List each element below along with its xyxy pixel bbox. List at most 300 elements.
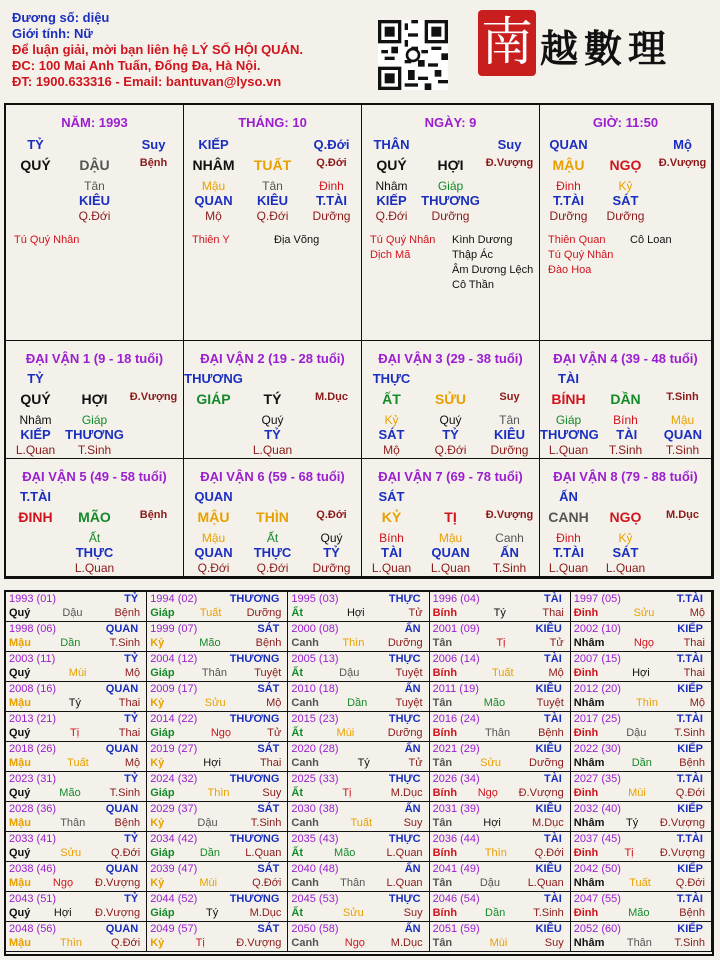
cell-text: Đ.Vượng — [485, 509, 534, 521]
year-detail — [433, 907, 564, 919]
year-label: 2000 (08) — [291, 623, 339, 635]
year-detail — [574, 787, 705, 799]
year-can: Kỷ — [150, 877, 165, 889]
year-can: Bính — [432, 727, 458, 739]
cell-text — [654, 531, 711, 545]
year-chi: Thìn — [636, 697, 659, 709]
cell-text — [243, 489, 302, 504]
year-star: SÁT — [257, 743, 280, 755]
cell-text: Dưỡng — [549, 209, 588, 223]
year-cell — [288, 772, 429, 802]
year-star: KIẾP — [677, 923, 703, 935]
cell-text: DẬU — [79, 157, 110, 173]
pillar-title: THÁNG: 10 — [238, 115, 307, 130]
cell-row — [540, 531, 711, 545]
cell-text: KIẾP — [20, 427, 51, 442]
year-life: T.Sinh — [109, 637, 141, 649]
year-life: Tử — [549, 637, 564, 649]
year-star: TỶ — [124, 593, 139, 605]
year-chi: Thân — [340, 877, 366, 889]
year-life: Q.Đới — [110, 847, 141, 859]
year-life: Mộ — [548, 667, 564, 679]
year-life: Tử — [408, 607, 423, 619]
year-life: M.Dục — [390, 937, 423, 949]
year-star: THỰC — [388, 773, 421, 785]
year-can: Canh — [291, 757, 319, 769]
year-star: TÀI — [544, 773, 562, 785]
cell-text: Suy — [141, 137, 166, 152]
cell-text — [302, 371, 361, 386]
year-chi: Thân — [485, 727, 511, 739]
cell-text: THƯƠNG — [65, 427, 124, 442]
cell-text: Mậu — [670, 413, 695, 427]
cell-text — [184, 413, 243, 427]
pillar-cell — [362, 105, 540, 341]
year-can: Quý — [9, 607, 31, 619]
cell-text: GIÁP — [196, 391, 231, 407]
cell-text — [654, 209, 711, 223]
cell-text: Q.Đới — [256, 209, 289, 223]
year-can: Giáp — [150, 727, 175, 739]
year-life: Tuyệt — [395, 697, 423, 709]
year-can: Kỷ — [150, 697, 165, 709]
year-life: Q.Đới — [252, 877, 282, 889]
year-life: Suy — [544, 937, 564, 949]
dai-van-cell — [6, 459, 184, 577]
cell-text: Giáp — [81, 413, 108, 427]
year-can: Nhâm — [573, 637, 605, 649]
cell-text: Q.Đới — [78, 209, 111, 223]
year-chi: Ngọ — [477, 787, 498, 799]
year-label: 2027 (35) — [573, 773, 621, 785]
year-detail — [574, 817, 705, 829]
year-cell — [147, 862, 288, 892]
year-label: 1994 (02) — [150, 593, 198, 605]
year-detail — [574, 937, 705, 949]
year-star: TỶ — [124, 653, 139, 665]
year-chi: Dậu — [626, 727, 647, 739]
year-life: Mộ — [124, 757, 141, 769]
cell-text: Quý — [439, 413, 462, 427]
year-detail — [9, 907, 140, 919]
year-label: 2033 (41) — [9, 833, 57, 845]
cell-text — [124, 427, 183, 442]
cell-text: Bệnh — [139, 157, 168, 169]
cell-text: KỶ — [381, 509, 402, 525]
year-chi: Dậu — [197, 817, 218, 829]
cell-row — [540, 545, 711, 560]
year-detail — [574, 637, 705, 649]
year-life: Suy — [262, 787, 282, 799]
cell-text: THƯƠNG — [421, 193, 480, 208]
year-detail — [291, 787, 422, 799]
star-item: Dịch Mã — [370, 249, 411, 261]
cell-text: QUAN — [194, 193, 233, 208]
cell-row — [6, 137, 183, 152]
year-can: Giáp — [150, 667, 175, 679]
year-life: Dưỡng — [387, 727, 423, 739]
phone-email-line: ĐT: 1900.633316 - Email: bantuvan@lyso.vn — [12, 74, 282, 89]
year-can: Mậu — [9, 817, 31, 829]
dai-van-cell — [184, 459, 362, 577]
cell-text: Q.Đới — [316, 509, 347, 521]
year-life: L.Quan — [245, 847, 282, 859]
cell-text: HỢI — [437, 157, 464, 173]
year-chi: Tý — [206, 907, 219, 919]
cell-text: MÃO — [78, 509, 111, 525]
year-star: THƯƠNG — [229, 713, 280, 725]
cell-text: Ất — [88, 531, 101, 545]
cell-text: TỶ — [27, 371, 44, 386]
cell-row — [6, 371, 183, 386]
cell-text — [654, 561, 711, 575]
cell-text: T.Sinh — [666, 391, 699, 403]
cell-text: QUÝ — [20, 157, 51, 173]
year-detail — [9, 607, 140, 619]
cell-row — [6, 531, 183, 545]
year-cell — [430, 622, 571, 652]
other-stars — [274, 233, 319, 248]
cell-row — [184, 391, 361, 407]
year-life: T.Sinh — [109, 787, 141, 799]
year-detail — [150, 637, 281, 649]
cell-text: Mậu — [201, 179, 226, 193]
dai-van-cell — [362, 459, 540, 577]
cell-row — [6, 509, 183, 525]
year-cell — [6, 652, 147, 682]
year-chi: Ngọ — [344, 937, 365, 949]
cell-text — [124, 209, 183, 223]
year-detail — [150, 607, 281, 619]
year-star: TÀI — [544, 713, 562, 725]
cell-text: NGỌ — [609, 509, 642, 525]
year-life: Dưỡng — [387, 637, 423, 649]
year-star: TÀI — [544, 893, 562, 905]
year-can: Đinh — [573, 667, 599, 679]
year-cell — [147, 682, 288, 712]
year-can: Giáp — [150, 847, 175, 859]
dai-van-cell — [184, 341, 362, 459]
cell-text — [243, 371, 302, 386]
year-detail — [9, 937, 140, 949]
year-detail — [291, 757, 422, 769]
cell-text — [124, 193, 183, 208]
cell-text: Giáp — [555, 413, 582, 427]
year-detail — [574, 697, 705, 709]
year-label: 2040 (48) — [291, 863, 339, 875]
year-detail — [574, 907, 705, 919]
cell-text — [302, 413, 361, 427]
cell-row — [540, 413, 711, 427]
year-cell — [430, 862, 571, 892]
cell-text: T.Sinh — [492, 561, 527, 575]
cell-text: KIẾP — [376, 193, 407, 208]
cell-text: Mộ — [673, 137, 692, 152]
year-cell — [147, 892, 288, 922]
year-chi: Thìn — [484, 847, 507, 859]
cell-row — [362, 157, 539, 173]
year-label: 2036 (44) — [432, 833, 480, 845]
year-label: 2046 (54) — [432, 893, 480, 905]
year-chi: Dậu — [62, 607, 83, 619]
year-chi: Thìn — [59, 937, 82, 949]
year-star: TÀI — [544, 593, 562, 605]
year-star: SÁT — [257, 803, 280, 815]
year-label: 2030 (38) — [291, 803, 339, 815]
year-label: 1997 (05) — [573, 593, 621, 605]
year-star: KIÊU — [535, 803, 562, 815]
year-star: SÁT — [257, 623, 280, 635]
cell-text: THÂN — [373, 137, 410, 152]
cell-text: Kỷ — [618, 179, 633, 193]
cell-text: MẬU — [552, 157, 585, 173]
year-label: 2022 (30) — [573, 743, 621, 755]
year-star: KIẾP — [677, 683, 703, 695]
cell-row — [540, 427, 711, 442]
year-label: 2024 (32) — [150, 773, 198, 785]
cell-text — [6, 531, 65, 545]
cell-text: L.Quan — [548, 443, 589, 457]
year-star: QUAN — [105, 923, 139, 935]
cell-text: Dưỡng — [312, 209, 351, 223]
pillars-grid — [4, 103, 714, 579]
year-star: KIÊU — [535, 623, 562, 635]
year-cell — [571, 892, 712, 922]
cell-text: T.TÀI — [552, 193, 585, 208]
year-cell — [288, 622, 429, 652]
year-cell — [571, 862, 712, 892]
year-detail — [291, 907, 422, 919]
year-star: ẤN — [404, 683, 421, 695]
cell-row — [362, 391, 539, 407]
star-item: Cô Thần — [452, 279, 494, 291]
year-star: ẤN — [404, 743, 421, 755]
year-chi: Tuất — [67, 757, 89, 769]
cell-text — [421, 137, 480, 152]
year-chi: Tý — [493, 607, 506, 619]
year-cell — [6, 592, 147, 622]
year-label: 2032 (40) — [573, 803, 621, 815]
year-cell — [288, 862, 429, 892]
cell-text — [124, 545, 183, 560]
pillar-cell — [184, 105, 362, 341]
year-label: 2050 (58) — [291, 923, 339, 935]
year-cell — [571, 622, 712, 652]
cell-text: Quý — [320, 531, 343, 545]
year-chi: Sửu — [480, 757, 501, 769]
cell-text — [65, 137, 124, 152]
star-item: Âm Dương Lệch — [452, 264, 534, 276]
cell-text: TỶ — [27, 137, 44, 152]
year-label: 1996 (04) — [432, 593, 480, 605]
year-star: ẤN — [404, 803, 421, 815]
owner-gender: Giới tính: Nữ — [12, 26, 93, 41]
cell-text: T.Sinh — [665, 443, 700, 457]
year-star: THƯƠNG — [229, 773, 280, 785]
year-can: Bính — [432, 607, 458, 619]
year-can: Ất — [291, 607, 303, 619]
year-cell — [288, 682, 429, 712]
year-life: L.Quan — [527, 877, 564, 889]
cell-text — [6, 561, 65, 575]
year-chi: Hợi — [53, 907, 72, 919]
cell-text: TỶ — [442, 427, 459, 442]
cell-text: Tân — [84, 179, 105, 193]
year-life: Mộ — [689, 607, 705, 619]
year-detail — [291, 727, 422, 739]
year-detail — [433, 877, 564, 889]
year-cell — [571, 652, 712, 682]
year-can: Tân — [432, 937, 453, 949]
year-chi: Mùi — [199, 877, 218, 889]
year-cell — [288, 712, 429, 742]
cell-text: Bính — [613, 413, 638, 427]
year-label: 2042 (50) — [573, 863, 621, 875]
year-chi: Tuất — [199, 607, 222, 619]
year-chi: Thìn — [207, 787, 230, 799]
year-detail — [150, 787, 281, 799]
year-chi: Mùi — [489, 937, 508, 949]
cell-text — [6, 545, 65, 560]
year-can: Canh — [291, 817, 319, 829]
cell-text: TÝ — [263, 391, 282, 407]
year-detail — [9, 667, 140, 679]
cell-text: BÍNH — [551, 391, 586, 407]
year-chi: Tị — [70, 727, 80, 739]
cell-text: Q.Đới — [375, 209, 408, 223]
qr-code-icon[interactable] — [378, 20, 448, 90]
year-can: Tân — [432, 817, 453, 829]
cell-row — [6, 545, 183, 560]
year-cell — [6, 862, 147, 892]
cell-text: KIẾP — [198, 137, 229, 152]
cell-text: M.Dục — [666, 509, 699, 521]
year-detail — [291, 847, 422, 859]
cell-row — [362, 193, 539, 208]
year-life: T.Sinh — [533, 907, 564, 919]
year-label: 2034 (42) — [150, 833, 198, 845]
year-label: 1993 (01) — [9, 593, 57, 605]
year-detail — [9, 817, 140, 829]
year-star: THƯƠNG — [229, 893, 280, 905]
year-chi: Mão — [628, 907, 650, 919]
year-chi: Tị — [496, 637, 506, 649]
year-life: Thai — [683, 667, 705, 679]
cell-row — [6, 443, 183, 457]
cell-text — [124, 371, 183, 386]
cell-text: SÁT — [612, 193, 639, 208]
year-cell — [147, 802, 288, 832]
year-detail — [574, 877, 705, 889]
year-can: Quý — [9, 907, 31, 919]
year-star: KIÊU — [535, 863, 562, 875]
cell-text: Dưỡng — [312, 561, 351, 575]
dai-van-title: ĐẠI VẬN 1 (9 - 18 tuổi) — [25, 351, 164, 366]
cell-row — [184, 209, 361, 223]
year-label: 2016 (24) — [432, 713, 480, 725]
year-detail — [291, 937, 422, 949]
year-star: THỰC — [388, 713, 421, 725]
year-life: Q.Đới — [110, 937, 141, 949]
cell-row — [540, 509, 711, 525]
year-chi: Hợi — [203, 757, 221, 769]
cell-row — [184, 509, 361, 525]
year-chi: Mão — [59, 787, 81, 799]
year-star: ẤN — [404, 623, 421, 635]
cell-text — [654, 489, 711, 504]
pillar-title: GIỜ: 11:50 — [592, 115, 659, 130]
cell-text: THÌN — [256, 509, 289, 525]
cell-row — [6, 427, 183, 442]
year-detail — [150, 697, 281, 709]
year-chi: Sửu — [342, 907, 364, 919]
year-chi: Hợi — [483, 817, 501, 829]
cell-text: MẬU — [197, 509, 230, 525]
year-can: Mậu — [9, 877, 31, 889]
cell-text: Tân — [262, 179, 283, 193]
year-chi: Thân — [626, 937, 652, 949]
year-star: TÀI — [544, 833, 562, 845]
year-detail — [574, 757, 705, 769]
year-chi: Dần — [347, 697, 368, 709]
year-cell — [6, 742, 147, 772]
year-cell — [147, 832, 288, 862]
year-life: Dưỡng — [246, 607, 282, 619]
year-detail — [9, 697, 140, 709]
year-detail — [433, 817, 564, 829]
cell-text: Nhâm — [19, 413, 52, 427]
cell-text — [302, 489, 361, 504]
cell-row — [362, 137, 539, 152]
year-life: Bệnh — [114, 607, 141, 619]
year-can: Canh — [291, 637, 319, 649]
year-life: Đ.Vượng — [236, 937, 282, 949]
cell-text: L.Quan — [252, 443, 293, 457]
year-detail — [574, 847, 705, 859]
year-life: M.Dục — [249, 907, 282, 919]
year-can: Đinh — [573, 907, 599, 919]
year-life: Bệnh — [679, 907, 705, 919]
year-label: 2009 (17) — [150, 683, 198, 695]
year-cell — [147, 712, 288, 742]
year-label: 2023 (31) — [9, 773, 57, 785]
year-cell — [6, 832, 147, 862]
year-label: 2028 (36) — [9, 803, 57, 815]
year-star: QUAN — [105, 623, 139, 635]
year-chi: Dần — [199, 847, 221, 859]
year-life: Thai — [542, 607, 564, 619]
year-life: Bệnh — [538, 727, 564, 739]
cell-text — [480, 193, 539, 208]
other-stars — [452, 233, 533, 293]
year-detail — [291, 697, 422, 709]
year-detail — [150, 727, 281, 739]
year-label: 2041 (49) — [432, 863, 480, 875]
year-cell — [288, 832, 429, 862]
year-label: 2013 (21) — [9, 713, 57, 725]
year-can: Nhâm — [573, 817, 605, 829]
year-cell — [288, 922, 429, 952]
year-label: 2029 (37) — [150, 803, 198, 815]
year-detail — [9, 787, 140, 799]
year-cell — [430, 802, 571, 832]
year-chi: Thìn — [342, 637, 365, 649]
dai-van-title: ĐẠI VẬN 8 (79 - 88 tuổi) — [553, 469, 698, 484]
cell-row — [6, 179, 183, 193]
year-can: Mậu — [9, 757, 31, 769]
year-detail — [433, 697, 564, 709]
year-can: Kỷ — [150, 757, 165, 769]
